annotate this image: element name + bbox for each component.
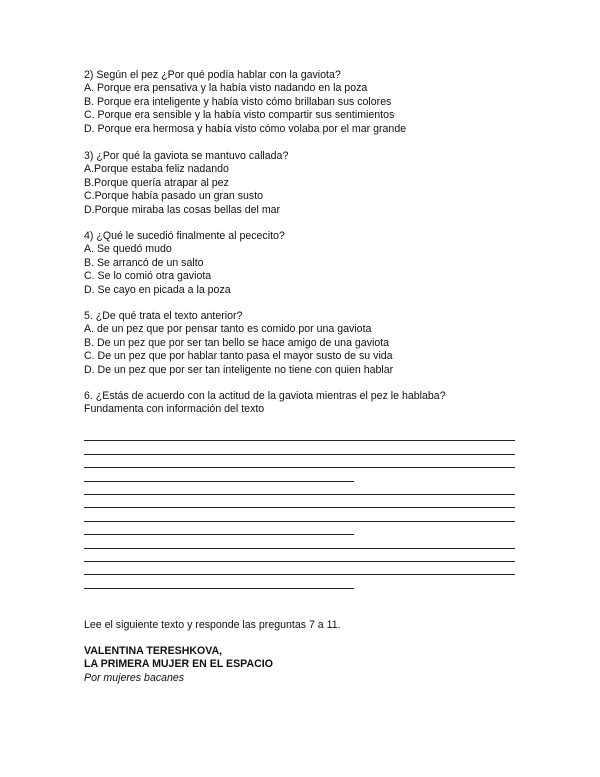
question-4-option-b: B. Se arrancó de un salto	[84, 256, 204, 269]
article-title-line2: LA PRIMERA MUJER EN EL ESPACIO	[84, 658, 273, 671]
question-5-text: 5. ¿De qué trata el texto anterior?	[84, 310, 243, 322]
instruction-text: Lee el siguiente texto y responde las preguntas 7 a 11.	[84, 619, 341, 631]
question-3-option-c: C.Porque había pasado un gran susto	[84, 190, 264, 203]
question-4	[84, 230, 524, 297]
article-byline: Por mujeres bacanes	[84, 671, 185, 684]
question-3-option-b: B.Porque quería atrapar al pez	[84, 176, 229, 189]
answer-line[interactable]	[84, 577, 524, 590]
question-2-option-b: B. Porque era inteligente y había visto cómo brillaban sus colores	[84, 95, 392, 108]
answer-line[interactable]	[84, 443, 524, 456]
question-2-option-d: D. Porque era hermosa y había visto cómo volaba por el mar grande	[84, 122, 407, 135]
question-4-option-d: D. Se cayo en picada a la poza	[84, 283, 231, 296]
question-3-option-d: D.Porque miraba las cosas bellas del mar	[84, 203, 281, 216]
question-6-text-line2: Fundamenta con información del texto	[84, 403, 265, 416]
question-2-option-c: C. Porque era sensible y la había visto compartir sus sentimientos	[84, 109, 395, 122]
question-6-text-line1: 6. ¿Estás de acuerdo con la actitud de la gaviota mientras el pez le hablaba?	[84, 390, 446, 402]
answer-line[interactable]	[84, 497, 524, 510]
answer-line[interactable]	[84, 524, 524, 537]
question-4-text: 4) ¿Qué le sucedió finalmente al pececito?	[84, 230, 285, 242]
answer-line[interactable]	[84, 537, 524, 550]
question-3	[84, 150, 524, 217]
question-5-option-b: B. De un pez que por ser tan bello se hace amigo de una gaviota	[84, 336, 390, 349]
question-5-option-d: D. De un pez que por ser tan inteligente no tiene con quien hablar	[84, 363, 394, 376]
question-5-option-c: C. De un pez que por hablar tanto pasa el mayor susto de su vida	[84, 350, 393, 363]
answer-line[interactable]	[84, 551, 524, 564]
question-2-text: 2) Según el pez ¿Por qué podía hablar con la gaviota?	[84, 69, 341, 81]
question-2	[84, 69, 524, 136]
answer-lines[interactable]	[84, 430, 524, 591]
article-title-line1: VALENTINA TERESHKOVA,	[84, 645, 223, 657]
question-3-option-a: A.Porque estaba feliz nadando	[84, 163, 229, 176]
instruction	[84, 619, 524, 632]
answer-line[interactable]	[84, 484, 524, 497]
question-6	[84, 390, 524, 417]
question-4-option-c: C. Se lo comió otra gaviota	[84, 270, 212, 283]
answer-line[interactable]	[84, 510, 524, 523]
answer-line[interactable]	[84, 430, 524, 443]
question-2-option-a: A. Porque era pensativa y la había visto nadando en la poza	[84, 82, 368, 95]
answer-line[interactable]	[84, 564, 524, 577]
question-4-option-a: A. Se quedó mudo	[84, 243, 172, 256]
question-5	[84, 310, 524, 377]
article-heading	[84, 645, 524, 685]
question-3-text: 3) ¿Por qué la gaviota se mantuvo callada?	[84, 150, 289, 162]
answer-line[interactable]	[84, 470, 524, 483]
question-5-option-a: A. de un pez que por pensar tanto es comido por una gaviota	[84, 323, 372, 336]
answer-line[interactable]	[84, 457, 524, 470]
